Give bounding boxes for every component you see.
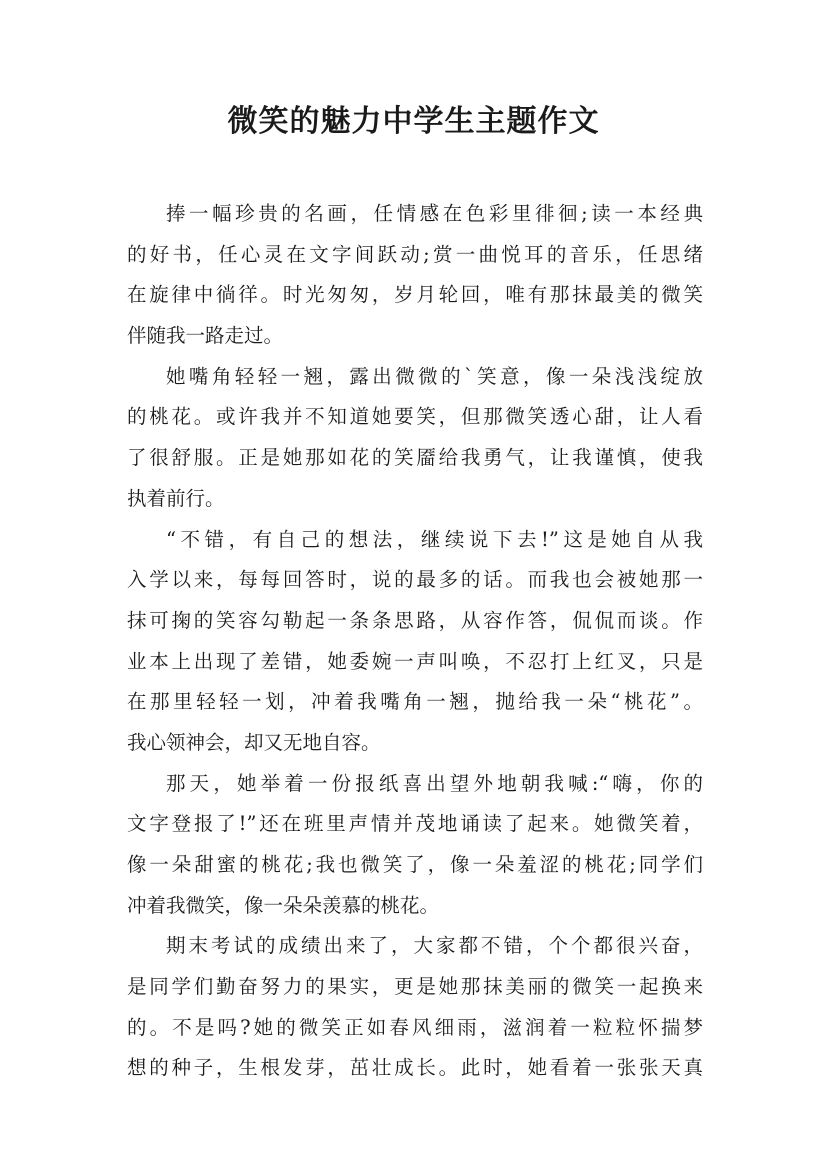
text-line: 像一朵甜蜜的桃花;我也微笑了，像一朵羞涩的桃花;同学们 [127, 853, 703, 876]
text-line: 文字登报了!”还在班里声情并茂地诵读了起来。她微笑着， [127, 812, 703, 836]
text-line: 期末考试的成绩出来了，大家都不错，个个都很兴奋， [166, 934, 703, 958]
text-line: 她嘴角轻轻一翘，露出微微的`笑意，像一朵浅浅绽放 [166, 364, 703, 388]
text-line: 抹可掬的笑容勾勒起一条条思路，从容作答，侃侃而谈。作 [127, 608, 703, 632]
text-line: 业本上出现了差错，她委婉一声叫唤，不忍打上红叉，只是 [127, 649, 703, 673]
document-title: 微笑的魅力中学生主题作文 [227, 104, 600, 139]
text-line: 捧一幅珍贵的名画，任情感在色彩里徘徊;读一本经典 [166, 202, 703, 225]
text-line: 那天，她举着一份报纸喜出望外地朝我喊:“嗨，你的 [166, 771, 703, 795]
paragraph-2 [127, 357, 703, 520]
text-line: 冲着我微笑，像一朵朵羡慕的桃花。 [127, 893, 440, 917]
text-line: “不错，有自己的想法，继续说下去!”这是她自从我 [166, 527, 703, 551]
text-line: 在旋律中徜徉。时光匆匆，岁月轮回，唯有那抹最美的微笑 [127, 283, 703, 307]
text-line: 入学以来，每每回答时，说的最多的话。而我也会被她那一 [127, 568, 703, 592]
text-line: 伴随我一路走过。 [127, 324, 284, 348]
text-line: 的好书，任心灵在文字间跃动;赏一曲悦耳的音乐，任思绪 [127, 242, 703, 266]
text-line: 我心领神会，却又无地自容。 [127, 730, 381, 754]
text-line: 的。不是吗?她的微笑正如春风细雨，滋润着一粒粒怀揣梦 [127, 1015, 703, 1039]
document-body [127, 194, 703, 1089]
paragraph-5 [127, 926, 703, 1089]
text-line: 了很舒服。正是她那如花的笑靥给我勇气，让我谨慎，使我 [127, 446, 703, 470]
text-line: 想的种子，生根发芽，茁壮成长。此时，她看着一张张天真 [127, 1056, 703, 1080]
paragraph-3 [127, 520, 703, 764]
paragraph-4 [127, 764, 703, 927]
text-line: 在那里轻轻一划，冲着我嘴角一翘，抛给我一朵“桃花”。 [127, 690, 703, 714]
text-line: 的桃花。或许我并不知道她要笑，但那微笑透心甜，让人看 [127, 405, 703, 429]
text-line: 是同学们勤奋努力的果实，更是她那抹美丽的微笑一起换来 [127, 975, 703, 999]
paragraph-1 [127, 194, 703, 357]
text-line: 执着前行。 [127, 486, 225, 510]
